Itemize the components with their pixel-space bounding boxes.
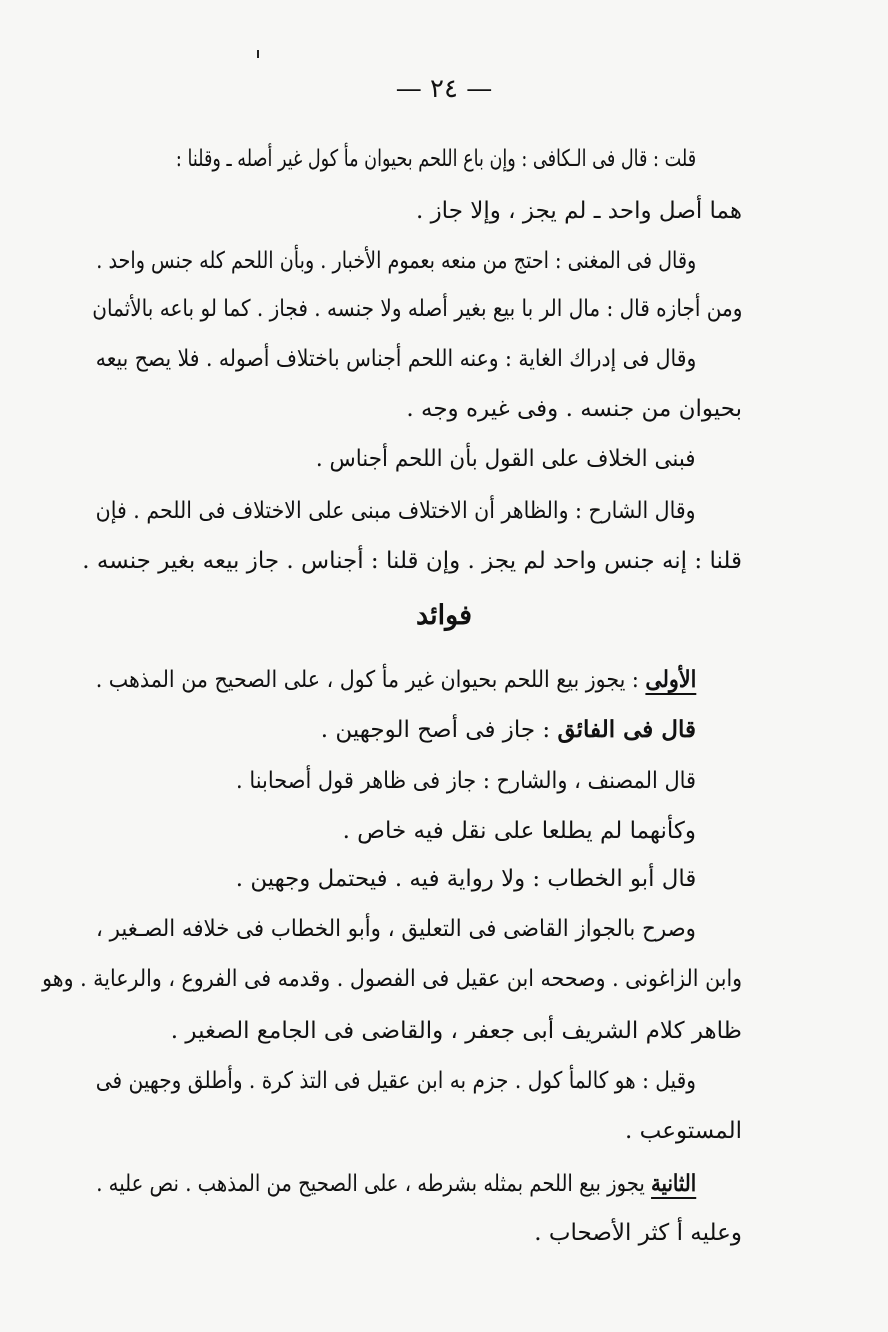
note-line	[96, 1172, 696, 1196]
text-line: المستوعب .	[625, 1118, 742, 1144]
text-line: قلنا : إنه جنس واحد لم يجز . وإن قلنا : أجناس . جاز بيعه بغير جنسه .	[82, 548, 742, 574]
section-heading: فوائد	[415, 600, 473, 631]
text-line: هما أصل واحد ـ لم يجز ، وإلا جاز .	[415, 198, 742, 224]
text-line: وابن الزاغونى . وصححه ابن عقيل فى الفصول . وقدمه فى الفروع ، والرعاية . وهو	[41, 966, 742, 992]
page-number: — ٢٤ —	[395, 74, 493, 104]
text-line: قال أبو الخطاب : ولا رواية فيه . فيحتمل وجهين .	[235, 866, 696, 892]
text-line: قال المصنف ، والشارح : جاز فى ظاهر قول أصحابنا .	[236, 768, 696, 794]
text-line: وعليه أ كثر الأصحاب .	[534, 1220, 742, 1246]
text-line: فبنى الخلاف على القول بأن اللحم أجناس .	[316, 446, 696, 472]
note-label: الثانية	[650, 1170, 696, 1197]
text-line: وقال الشارح : والظاهر أن الاختلاف مبنى على الاختلاف فى اللحم . فإن	[96, 498, 696, 524]
text-line: وكأنهما لم يطلعا على نقل فيه خاص .	[342, 818, 696, 844]
ink-speck	[257, 50, 259, 58]
text-line: وقال فى إدراك الغاية : وعنه اللحم أجناس باختلاف أصوله . فلا يصح بيعه	[95, 346, 696, 372]
note-line	[95, 668, 696, 692]
text-line: وقال فى المغنى : احتج من منعه بعموم الأخبار . وبأن اللحم كله جنس واحد .	[96, 248, 696, 274]
text-line: وقيل : هو كالمأ كول . جزم به ابن عقيل فى التذ كرة . وأطلق وجهين فى	[95, 1068, 696, 1094]
text-line: وصرح بالجواز القاضى فى التعليق ، وأبو الخطاب فى خلافه الصـغير ،	[95, 916, 696, 942]
text-line: قلت : قال فى الـكافى : وإن باع اللحم بحيوان مأ كول غير أصله ـ وقلنا :	[175, 146, 696, 172]
note-text: : يجوز بيع اللحم بحيوان غير مأ كول ، على الصحيح من المذهب .	[95, 667, 646, 693]
text-line: بحيوان من جنسه . وفى غيره وجه .	[406, 396, 742, 422]
note-label: الأولى	[645, 666, 696, 693]
note-line	[321, 718, 696, 742]
text-line: ومن أجازه قال : مال الر با بيع بغير أصله ولا جنسه . فجاز . كما لو باعه بالأثمان	[91, 296, 742, 322]
note-label: قال فى الفائق	[557, 716, 696, 743]
text-line: ظاهر كلام الشريف أبى جعفر ، والقاضى فى الجامع الصغير .	[170, 1018, 742, 1044]
note-text: : جاز فى أصح الوجهين .	[320, 717, 558, 743]
note-text: يجوز بيع اللحم بمثله بشرطه ، على الصحيح من المذهب . نص عليه .	[95, 1171, 651, 1197]
